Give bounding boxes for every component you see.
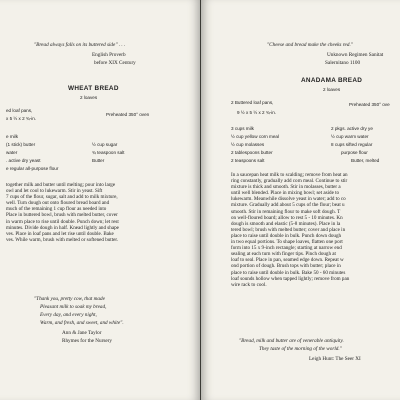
left-pan-size: x 5 ½ x 2 ¾-in. xyxy=(6,116,37,121)
left-method-paragraph xyxy=(6,182,196,243)
right-ingredient: 2 tablespoons butter xyxy=(231,150,273,155)
right-epigraph-line3: Salernitano 1100 xyxy=(325,60,361,66)
left-oven: Preheated 350° oven xyxy=(106,112,150,117)
method-line: loaf to seal. Place in pan, seamed edge down. Repeat w xyxy=(231,257,344,264)
right-ingredient: ½ cup yellow corn meal xyxy=(231,134,280,139)
right-ingredient-right: 8 cups sifted regular xyxy=(331,142,373,147)
right-page xyxy=(201,0,400,400)
method-line: place to raise until double in bulk. Bake 50 - 60 minutes xyxy=(231,269,346,276)
right-method-paragraph xyxy=(231,172,398,288)
method-line: in warm place to rise until double. Punch down; let rest xyxy=(6,218,119,225)
method-line: place to raise until double in bulk. Punch down dough xyxy=(231,232,342,239)
left-epigraph-line3: before XIX Century xyxy=(94,60,136,66)
left-ingredient-right: ½ cup sugar xyxy=(92,142,118,147)
right-quote-line: They taste of the morning of the world." xyxy=(259,346,342,352)
left-epigraph-line2: English Proverb xyxy=(92,52,126,58)
right-epigraph-line2: Unknown Regimen Sanitat xyxy=(327,52,384,58)
method-line: Place in buttered bowl, brush with melted butter, cover xyxy=(6,212,118,219)
method-line: until well blended. Place in mixing bowl; set aside to xyxy=(231,190,340,197)
right-oven: Preheated 350° ove xyxy=(349,102,390,107)
method-line: wire rack to cool. xyxy=(231,281,267,288)
method-line: form into 15 x 9-inch rectangle; starting at narrow end xyxy=(231,245,342,252)
method-line: smooth. Stir in remaining flour to make soft dough. T xyxy=(231,208,341,215)
right-epigraph-line1: "Cheese and bread make the cheeks red." xyxy=(267,42,353,48)
method-line: well. Turn dough out onto floured bread board and xyxy=(6,200,110,207)
method-line: ves. Place in loaf pans and let rise until double. Bake xyxy=(6,230,114,237)
method-line: In a saucepan heat milk to scalding; remove from heat an xyxy=(231,172,348,178)
right-pans: 2 Buttered loaf pans, xyxy=(231,100,274,105)
method-line: tered bowl; brush with melted butter; cover and place in xyxy=(231,226,346,233)
left-ingredient-right: ¾ teaspoon salt xyxy=(92,150,125,155)
right-pan-size: 9 ½ x 5 ½ x 2 ¾-in. xyxy=(237,110,277,115)
left-ingredient: water xyxy=(6,150,18,155)
right-ingredient-right: purpose flour xyxy=(341,150,368,155)
poem-line: "Thank you, pretty cow, that made xyxy=(34,296,105,302)
method-line: dough is smooth and elastic (5-8 minutes). Place in la xyxy=(231,220,341,227)
left-epigraph-line1: "Bread always falls on its buttered side" . . . xyxy=(34,42,126,48)
left-recipe-yield: 2 loaves xyxy=(80,95,98,100)
poem-line: Every day, and every night, xyxy=(40,312,97,318)
right-ingredient-right: 2 pkgs. active dry ye xyxy=(331,126,373,131)
poem-line: Warm, and fresh, and sweet, and white". xyxy=(40,320,124,326)
method-line: together milk and butter until melting; pour into large xyxy=(6,182,116,188)
left-pans: ed loaf pans, xyxy=(6,108,33,113)
poem-line: Pleasant milk to soak my bread, xyxy=(40,304,107,310)
poem-author: Ann & Jane Taylor xyxy=(62,330,102,336)
right-ingredient: ½ cup molasses xyxy=(231,142,265,147)
left-ingredient: e regular all-purpose flour xyxy=(6,166,59,171)
right-recipe-yield: 2 loaves xyxy=(323,87,341,92)
method-line: owl and let cool to lukewarm. Stir in yeast. Sift xyxy=(6,188,103,195)
right-quote-line: "Bread, milk and butter are of venerable antiquity. xyxy=(239,338,344,344)
left-ingredient: (1 stick) butter xyxy=(6,142,36,147)
method-line: sealing at each turn with finger tips. Pinch dough at xyxy=(231,251,336,258)
right-ingredient: 2 teaspoons salt xyxy=(231,158,265,163)
method-line: in two equal portions. To shape loaves, flatten one port xyxy=(231,239,343,246)
method-line: ves. While warm, brush with melted or softened butter. xyxy=(6,236,119,243)
method-line: loaf sounds hollow when tapped lightly; remove from pan xyxy=(231,275,350,282)
left-recipe-title: WHEAT BREAD xyxy=(68,85,119,92)
method-line: minutes. Divide dough in half. Knead lightly and shape xyxy=(6,224,119,231)
right-quote-author: Leigh Hunt: The Seer XI xyxy=(309,356,361,362)
right-ingredient: 3 cups milk xyxy=(231,126,254,131)
right-ingredient-right: ½ cup warm water xyxy=(331,134,369,139)
left-ingredient-right: Butter xyxy=(92,158,105,163)
method-line: lukewarm. Meanwhile dissolve yeast in water; add to co xyxy=(231,196,346,203)
method-line: mixture is thick and smooth. Stir in molasses, butter a xyxy=(231,184,341,191)
poem-source: Rhymes for the Nursery xyxy=(62,338,112,344)
method-line: ring constantly, gradually add corn meal. Continue to stir xyxy=(231,178,348,185)
method-line: on well-floured board; allow to rest 5 - 10 minutes. Kn xyxy=(231,214,343,221)
right-ingredient-right: Butter, melted xyxy=(351,158,380,163)
right-recipe-title: ANADAMA BREAD xyxy=(301,77,363,84)
left-ingredient: e milk xyxy=(6,134,18,139)
method-line: ond portion of dough. Brush tops with butter; place in xyxy=(231,263,341,270)
method-line: 7 cups of the flour, sugar, salt and add to milk mixture, xyxy=(6,194,118,201)
method-line: mixture. Gradually add about 5 cups of the flour; beat u xyxy=(231,202,345,209)
method-line: much of the remaining 1 cup flour as needed into xyxy=(6,206,107,213)
left-ingredient: . active dry yeast xyxy=(6,158,41,163)
